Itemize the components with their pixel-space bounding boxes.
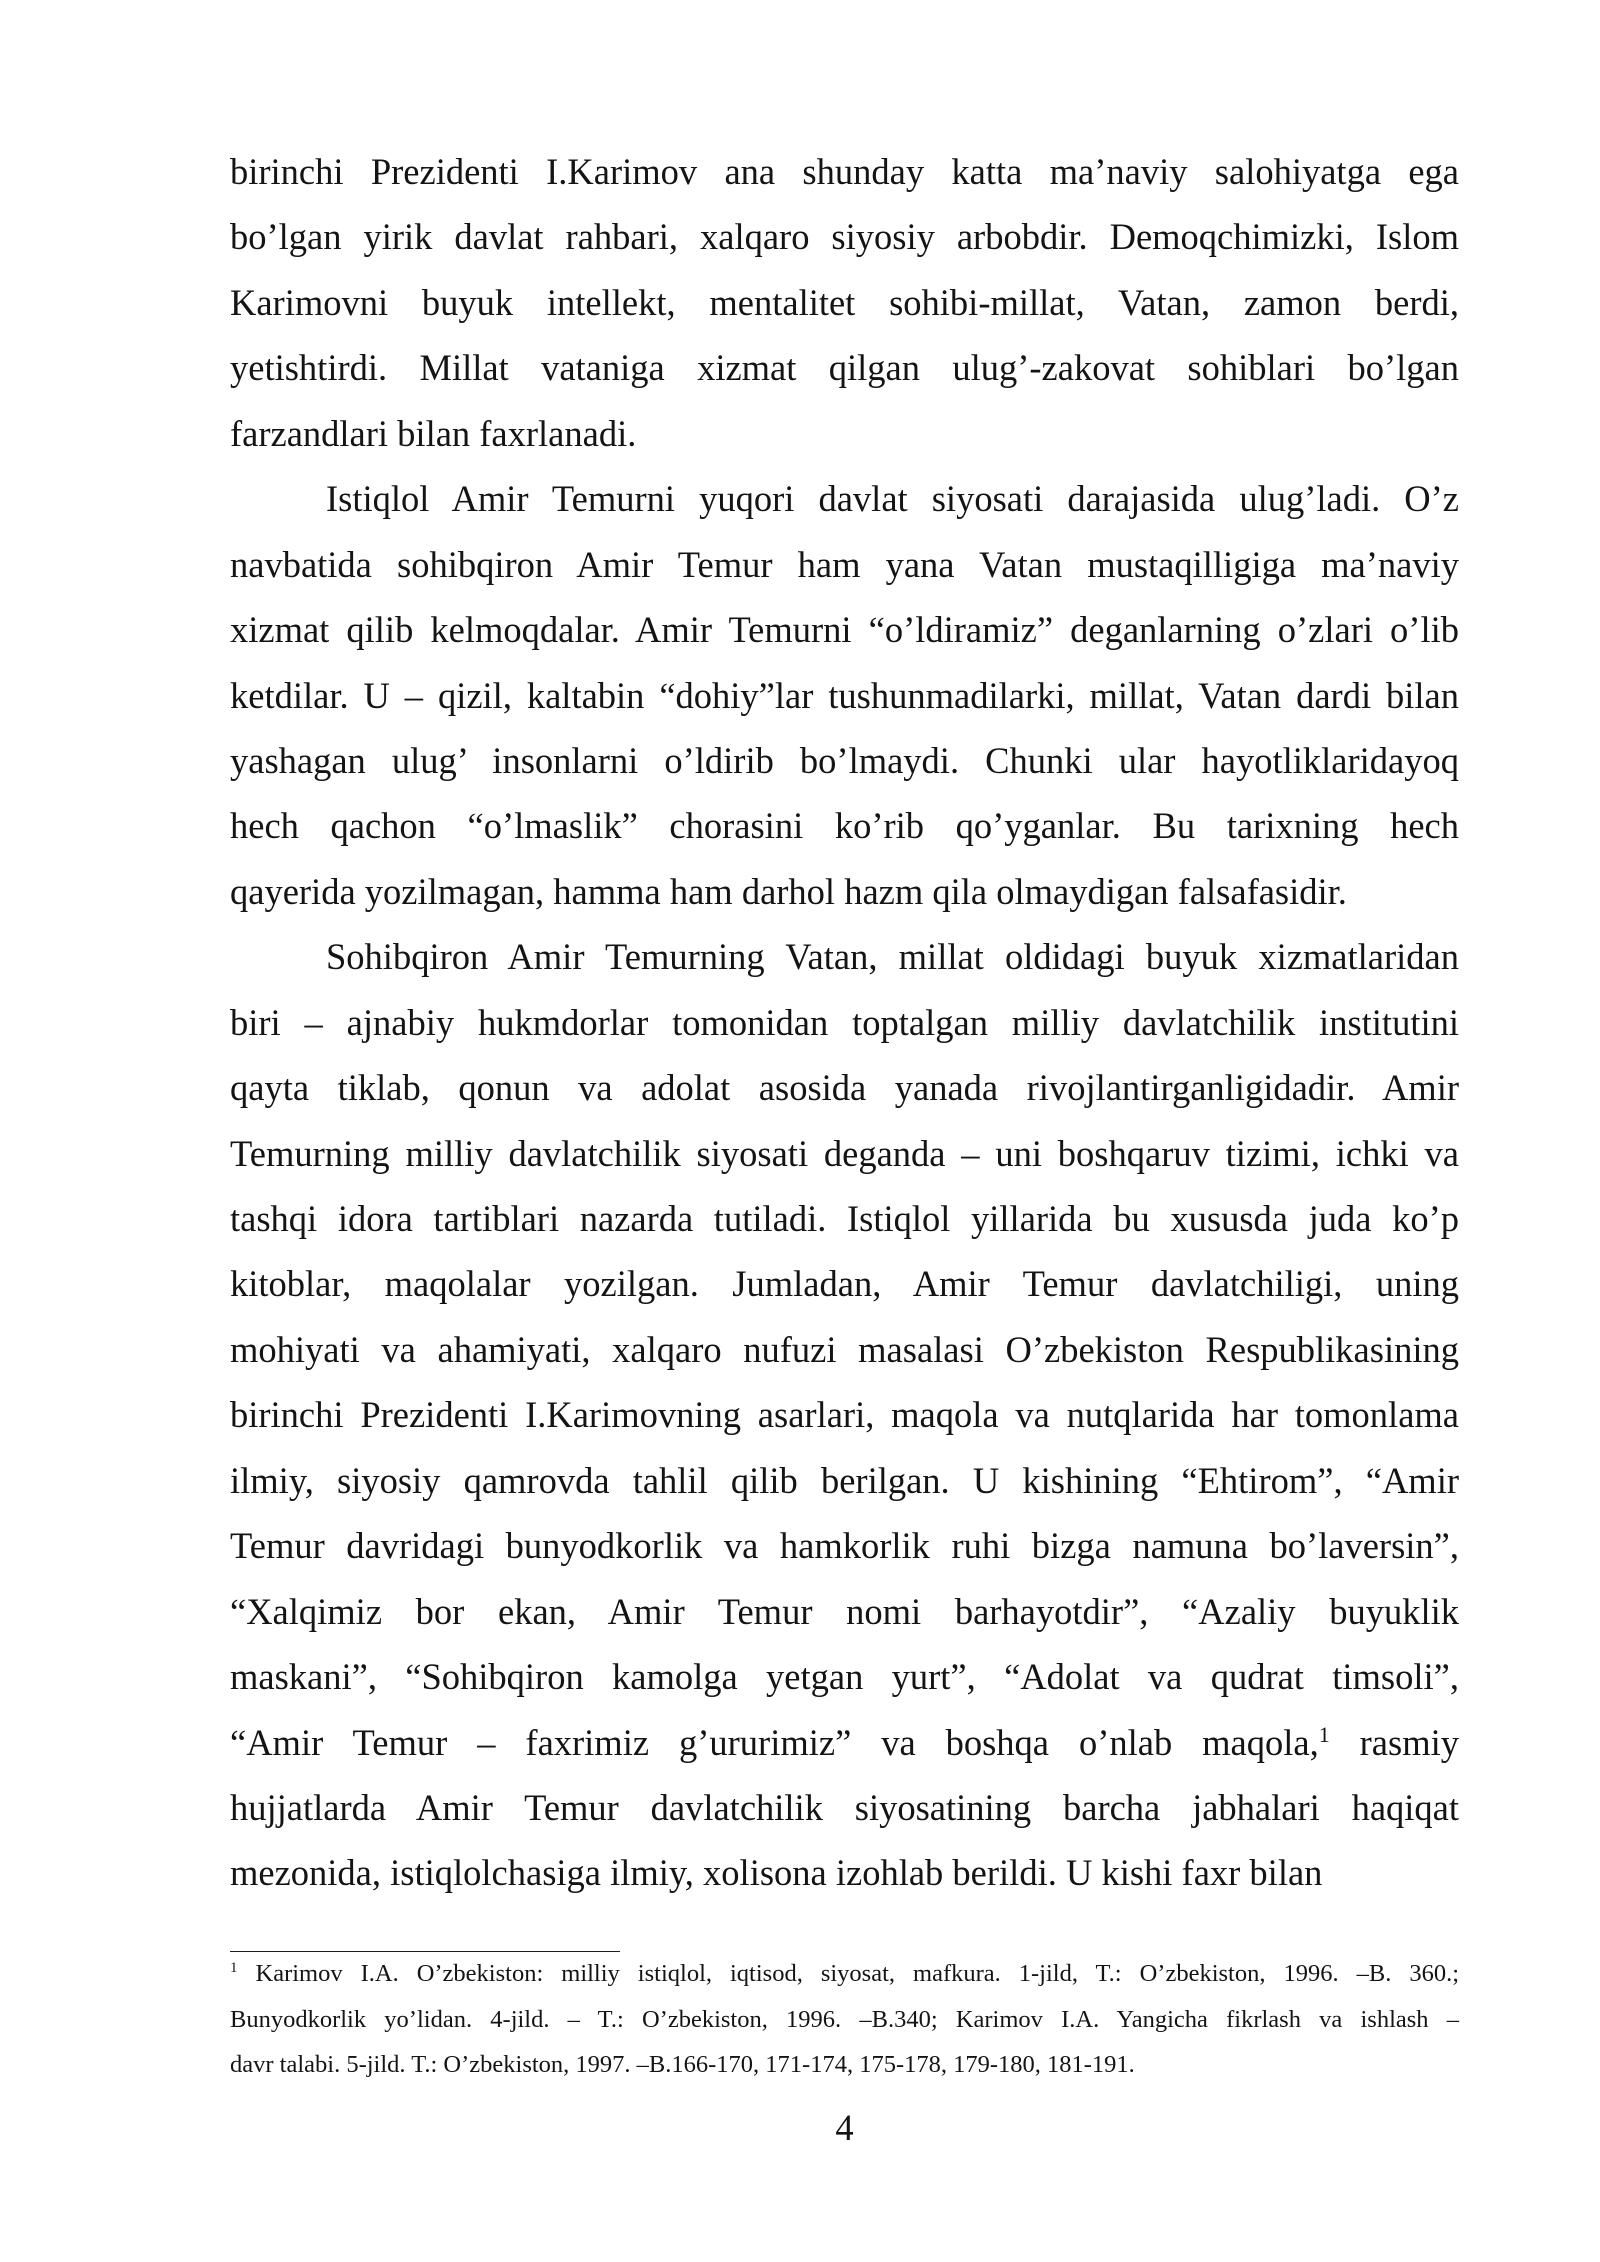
body-line: xizmat qilib kelmoqdalar. Amir Temurni “o’ldiramiz” deganlarning o’zlari o’lib — [230, 609, 1459, 651]
body-line: ilmiy, siyosiy qamrovda tahlil qilib berilgan. U kishining “Ehtirom”, “Amir — [230, 1459, 1459, 1501]
body-text — [230, 139, 1459, 1906]
body-line: kitoblar, maqolalar yozilgan. Jumladan, Amir Temur davlatchiligi, uning — [230, 1263, 1459, 1305]
body-line: hech qachon “o’lmaslik” chorasini ko’rib qo’yganlar. Bu tarixning hech — [230, 805, 1459, 847]
footnote-line: Bunyodkorlik yo’lidan. 4-jild. – T.: O’zbekiston, 1996. –B.340; Karimov I.A. Yangicha fikrlash va ishlash – — [230, 2005, 1459, 2033]
body-line: biri – ajnabiy hukmdorlar tomonidan toptalgan milliy davlatchilik institutini — [230, 1001, 1459, 1043]
paragraph — [230, 924, 1459, 1906]
body-line-text: “Amir Temur – faxrimiz g’ururimiz” va boshqa o’nlab maqola, — [230, 1721, 1319, 1763]
footnote-line-text: Karimov I.A. O’zbekiston: milliy istiqlol, iqtisod, siyosat, mafkura. 1-jild, T.: O’zbekiston, 1996. –B. 360.; — [255, 1960, 1460, 1987]
body-line: birinchi Prezidenti I.Karimov ana shunday katta ma’naviy salohiyatga ega — [230, 151, 1459, 192]
body-line: qayerida yozilmagan, hamma ham darhol hazm qila olmaydigan falsafasidir. — [230, 870, 1347, 912]
page-number: 4 — [835, 2107, 854, 2148]
body-line: “Xalqimiz bor ekan, Amir Temur nomi barhayotdir”, “Azaliy buyuklik — [230, 1590, 1459, 1632]
body-line: Karimovni buyuk intellekt, mentalitet sohibi-millat, Vatan, zamon berdi, — [230, 281, 1459, 323]
body-line: bo’lgan yirik davlat rahbari, xalqaro siyosiy arbobdir. Demoqchimizki, Islom — [230, 216, 1459, 258]
body-line: mezonida, istiqlolchasiga ilmiy, xolisona izohlab berildi. U kishi faxr bilan — [230, 1852, 1323, 1894]
body-line: navbatida sohibqiron Amir Temur ham yana Vatan mustaqilligiga ma’naviy — [230, 543, 1459, 585]
body-line: tashqi idora tartiblari nazarda tutiladi. Istiqlol yillarida bu xususda juda ko’p — [230, 1198, 1459, 1239]
footnote — [230, 1951, 1459, 2088]
body-line: ketdilar. U – qizil, kaltabin “dohiy”lar tushunmadilarki, millat, Vatan dardi bilan — [230, 674, 1459, 716]
body-line-text: rasmiy — [1359, 1721, 1459, 1763]
body-line: hujjatlarda Amir Temur davlatchilik siyosatining barcha jabhalari haqiqat — [230, 1786, 1459, 1828]
footnote-line: davr talabi. 5-jild. T.: O’zbekiston, 1997. –B.166-170, 171-174, 175-178, 179-180, 181-191. — [230, 2051, 1135, 2079]
footnote-line — [230, 1951, 1459, 1997]
footnote-marker: 1 — [230, 1959, 238, 1976]
body-line: yashagan ulug’ insonlarni o’ldirib bo’lmaydi. Chunki ular hayotliklaridayoq — [230, 739, 1459, 781]
footnote-reference[interactable]: 1 — [1318, 1721, 1330, 1747]
body-line: farzandlari bilan faxrlanadi. — [230, 412, 637, 454]
body-line: mohiyati va ahamiyati, xalqaro nufuzi masalasi O’zbekiston Respublikasining — [230, 1328, 1459, 1370]
body-line: birinchi Prezidenti I.Karimovning asarlari, maqola va nutqlarida har tomonlama — [230, 1394, 1459, 1436]
body-line: yetishtirdi. Millat vataniga xizmat qilgan ulug’-zakovat sohiblari bo’lgan — [230, 347, 1459, 389]
paragraph — [230, 466, 1459, 924]
paragraph — [230, 139, 1459, 466]
body-line: qayta tiklab, qonun va adolat asosida yanada rivojlantirganligidadir. Amir — [230, 1067, 1459, 1109]
body-line: maskani”, “Sohibqiron kamolga yetgan yurt”, “Adolat va qudrat timsoli”, — [230, 1656, 1459, 1698]
body-line: Temur davridagi bunyodkorlik va hamkorlik ruhi bizga namuna bo’laversin”, — [230, 1525, 1459, 1567]
body-line — [230, 1710, 1459, 1775]
body-line: Sohibqiron Amir Temurning Vatan, millat oldidagi buyuk xizmatlaridan — [326, 936, 1459, 978]
body-line: Istiqlol Amir Temurni yuqori davlat siyosati darajasida ulug’ladi. O’z — [326, 478, 1459, 520]
body-line: Temurning milliy davlatchilik siyosati deganda – uni boshqaruv tizimi, ichki va — [230, 1132, 1459, 1174]
